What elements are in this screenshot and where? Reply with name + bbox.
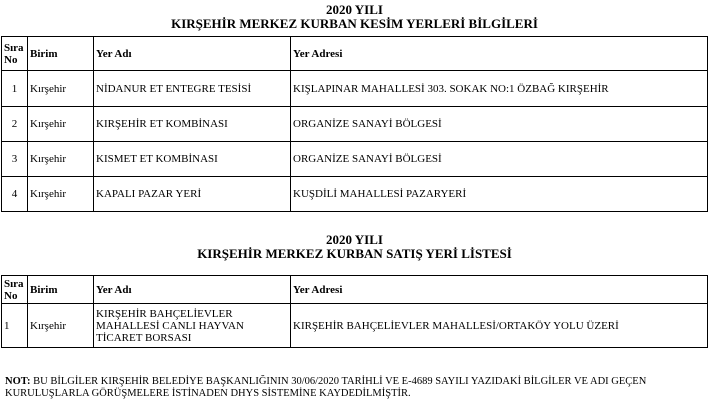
cell-no: 2 [2,107,28,142]
cell-yer-adresi: ORGANİZE SANAYİ BÖLGESİ [291,142,708,177]
header-yer-adresi: Yer Adresi [291,37,708,71]
cell-no: 1 [2,71,28,107]
note-label: NOT: [5,376,31,387]
cell-yer-adresi: KIŞLAPINAR MAHALLESİ 303. SOKAK NO:1 ÖZBAĞ KIRŞEHİR [291,71,708,107]
cell-no: 3 [2,142,28,177]
section2-year-title: 2020 YILI [326,232,383,247]
cell-yer-adresi: KIRŞEHİR BAHÇELİEVLER MAHALLESİ/ORTAKÖY YOLU ÜZERİ [291,304,708,348]
cell-no: 1 [2,304,28,348]
kesim-yerleri-table [1,36,708,212]
table-header-row [2,276,708,304]
header-birim: Birim [28,276,94,304]
section2-title: KIRŞEHİR MERKEZ KURBAN SATIŞ YERİ LİSTESİ [197,246,512,261]
cell-no: 4 [2,177,28,212]
table-header-row [2,37,708,71]
cell-yer-adi: KIRŞEHİR BAHÇELİEVLER MAHALLESİ CANLI HAYVAN TİCARET BORSASI [94,304,291,348]
satis-yeri-table [1,275,708,348]
cell-yer-adi: KISMET ET KOMBİNASI [94,142,291,177]
section1-year-title: 2020 YILI [326,2,383,17]
section1-title: KIRŞEHİR MERKEZ KURBAN KESİM YERLERİ BİLGİLERİ [171,16,538,31]
header-birim: Birim [28,37,94,71]
cell-birim: Kırşehir [28,177,94,212]
cell-yer-adi: KIRŞEHİR ET KOMBİNASI [94,107,291,142]
table-row [2,304,708,348]
cell-yer-adi: NİDANUR ET ENTEGRE TESİSİ [94,71,291,107]
cell-birim: Kırşehir [28,71,94,107]
cell-birim: Kırşehir [28,304,94,348]
header-yer-adi: Yer Adı [94,276,291,304]
table-row [2,71,708,107]
cell-yer-adi: KAPALI PAZAR YERİ [94,177,291,212]
table-row [2,107,708,142]
header-yer-adi: Yer Adı [94,37,291,71]
cell-birim: Kırşehir [28,107,94,142]
header-sira-no: Sıra No [2,37,28,71]
cell-yer-adresi: KUŞDİLİ MAHALLESİ PAZARYERİ [291,177,708,212]
footnote [5,376,705,400]
header-sira-no: Sıra No [2,276,28,304]
table-row [2,177,708,212]
cell-birim: Kırşehir [28,142,94,177]
table-row [2,142,708,177]
note-text: BU BİLGİLER KIRŞEHİR BELEDİYE BAŞKANLIĞININ 30/06/2020 TARİHLİ VE E-4689 SAYILI YAZIDAKİ BİLGİLER VE ADI GEÇEN KURULUŞLARLA GÖRÜŞMELERE İSTİNADEN DHYS SİSTEMİNE KAYDEDİLMİŞTİR. [5,376,647,399]
cell-yer-adresi: ORGANİZE SANAYİ BÖLGESİ [291,107,708,142]
header-yer-adresi: Yer Adresi [291,276,708,304]
